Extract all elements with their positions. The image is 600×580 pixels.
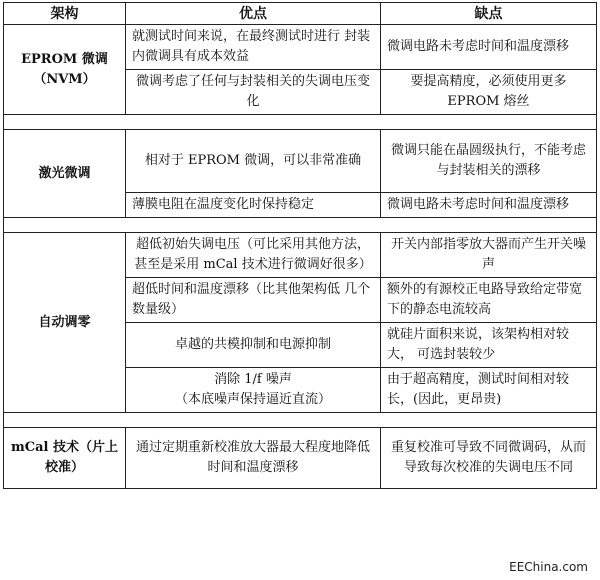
spacer-row	[4, 218, 597, 233]
header-pros: 优点	[126, 3, 381, 25]
pro-cell: 薄膜电阻在温度变化时保持稳定	[126, 193, 381, 218]
table-row	[4, 130, 597, 193]
pro-cell: 相对于 EPROM 微调，可以非常准确	[126, 130, 381, 193]
comparison-table	[3, 2, 597, 489]
con-cell: 微调只能在晶圆级执行，不能考虑与封装相关的漂移	[381, 130, 597, 193]
pro-cell: 微调考虑了任何与封装相关的失调电压变化	[126, 70, 381, 115]
pro-cell: 卓越的共模抑制和电源抑制	[126, 323, 381, 368]
pro-cell: 超低时间和温度漂移（比其他架构低 几个数量级）	[126, 278, 381, 323]
con-cell: 微调电路未考虑时间和温度漂移	[381, 193, 597, 218]
header-cons: 缺点	[381, 3, 597, 25]
pro-line-2: （本底噪声保持逼近直流）	[174, 392, 331, 407]
pro-cell: 超低初始失调电压（可比采用其他方法，甚至是采用 mCal 技术进行微调好很多）	[126, 233, 381, 278]
table-row	[4, 233, 597, 278]
spacer-row	[4, 115, 597, 130]
pro-line-1: 消除 1/f 噪声	[214, 372, 292, 387]
spacer-row	[4, 413, 597, 428]
arch-laser: 激光微调	[4, 130, 126, 218]
con-cell: 额外的有源校正电路导致给定带宽下的静态电流较高	[381, 278, 597, 323]
arch-mcal: mCal 技术（片上校准）	[4, 428, 126, 489]
con-cell: 重复校准可导致不同微调码，从而导致每次校准的失调电压不同	[381, 428, 597, 489]
pro-cell: 通过定期重新校准放大器最大程度地降低时间和温度漂移	[126, 428, 381, 489]
header-arch: 架构	[4, 3, 126, 25]
arch-autozero: 自动调零	[4, 233, 126, 413]
pro-cell	[126, 368, 381, 413]
table-row	[4, 25, 597, 70]
pro-cell: 就测试时间来说，在最终测试时进行 封装内微调具有成本效益	[126, 25, 381, 70]
arch-eprom: EPROM 微调（NVM）	[4, 25, 126, 115]
con-cell: 由于超高精度，测试时间相对较长，(因此，更昂贵)	[381, 368, 597, 413]
con-cell: 微调电路未考虑时间和温度漂移	[381, 25, 597, 70]
con-cell: 开关内部指零放大器而产生开关噪声	[381, 233, 597, 278]
table-row	[4, 428, 597, 489]
watermark: EEChina.com	[509, 560, 588, 574]
con-cell: 要提高精度，必须使用更多 EPROM 熔丝	[381, 70, 597, 115]
con-cell: 就硅片面积来说，该架构相对较大， 可选封装较少	[381, 323, 597, 368]
header-row	[4, 3, 597, 25]
